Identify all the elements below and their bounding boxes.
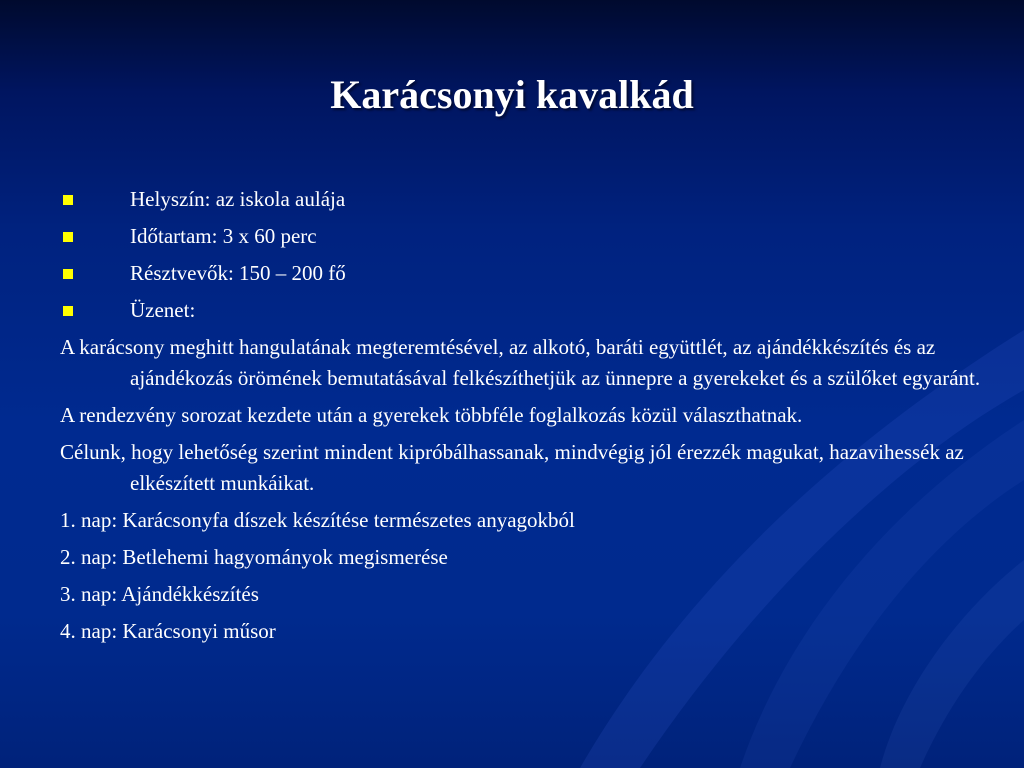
bullet-square-icon bbox=[63, 195, 73, 205]
slide-title: Karácsonyi kavalkád bbox=[330, 72, 694, 117]
paragraph: A karácsony meghitt hangulatának megteremtésével, az alkotó, baráti együttlét, az ajándékkészítés és az ajándékozás örömének bemutatásával felkészíthetjük az ünnepre a gyerekeket és a szülőket egyaránt. bbox=[60, 335, 981, 390]
bullet-text: Helyszín: az iskola aulája bbox=[130, 187, 346, 211]
bullet-item bbox=[60, 221, 990, 252]
bullet-item bbox=[60, 258, 990, 289]
bullet-item bbox=[60, 295, 990, 326]
bullet-square-icon bbox=[63, 306, 73, 316]
bullet-text: Résztvevők: 150 – 200 fő bbox=[130, 261, 346, 285]
bullet-text: Időtartam: 3 x 60 perc bbox=[130, 224, 317, 248]
bullet-square-icon bbox=[63, 269, 73, 279]
bullet-text: Üzenet: bbox=[130, 298, 196, 322]
schedule-day-1: 1. nap: Karácsonyfa díszek készítése természetes anyagokból bbox=[60, 508, 575, 532]
paragraph: Célunk, hogy lehetőség szerint mindent kipróbálhassanak, mindvégig jól érezzék magukat, hazavihessék az elkészített munkáikat. bbox=[60, 440, 964, 495]
bullet-square-icon bbox=[63, 232, 73, 242]
schedule-day-3: 3. nap: Ajándékkészítés bbox=[60, 582, 259, 606]
schedule-day-4: 4. nap: Karácsonyi műsor bbox=[60, 619, 276, 643]
slide-content bbox=[60, 184, 990, 653]
bullet-item bbox=[60, 184, 990, 215]
paragraph: A rendezvény sorozat kezdete után a gyerekek többféle foglalkozás közül választhatnak. bbox=[60, 403, 803, 427]
schedule-day-2: 2. nap: Betlehemi hagyományok megismerése bbox=[60, 545, 448, 569]
